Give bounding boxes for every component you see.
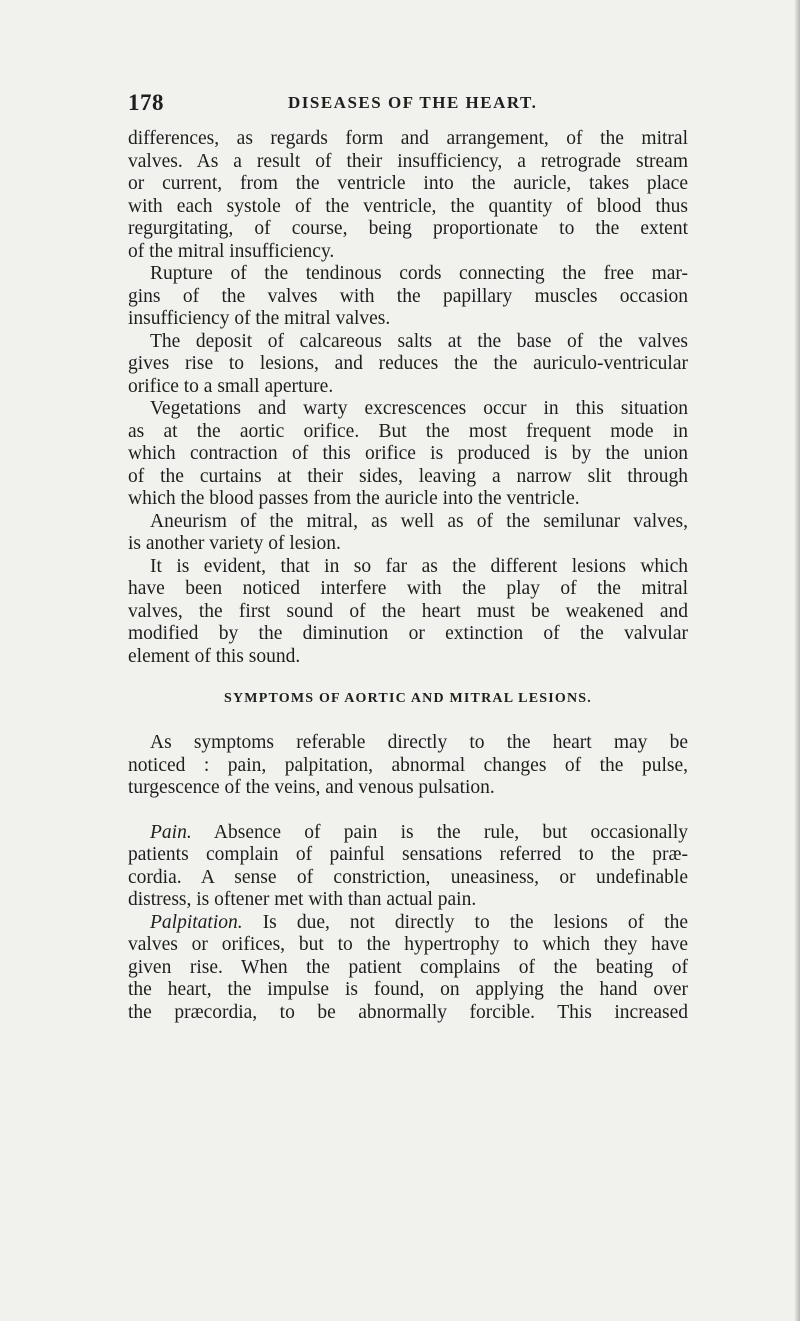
text-line: distress, is oftener met with than actual pain. (128, 889, 477, 910)
text-line: have been noticed interfere with the play of the mitral (128, 578, 688, 599)
text-line: element of this sound. (128, 645, 301, 667)
text-line: the præcordia, to be abnormally forcible. This increased (128, 1001, 688, 1023)
text-line: of the mitral insufficiency. (128, 240, 335, 262)
text-line: which contraction of this orifice is produced is by the union (128, 443, 688, 464)
text-line: Vegetations and warty excrescences occur in this situation (150, 398, 688, 419)
text-line: gives rise to lesions, and reduces the the auriculo-ventricular (128, 353, 688, 374)
text-line (128, 822, 688, 845)
text-line: differences, as regards form and arrangement, of the mitral (128, 128, 688, 149)
text-fragment: Is due, not directly to the lesions of the (262, 911, 688, 933)
text-line: cordia. A sense of constriction, uneasiness, or undefinable (128, 866, 688, 888)
paragraph-gap (128, 800, 688, 822)
text-line: modified by the diminution or extinction of the valvular (128, 623, 688, 644)
paragraph-aneurism (128, 511, 688, 556)
text-line: noticed : pain, palpitation, abnormal changes of the pulse, (128, 754, 688, 776)
text-line: of the curtains at their sides, leaving a narrow slit through (128, 465, 688, 487)
text-line: valves or orifices, but to the hypertrophy to which they have (128, 934, 688, 955)
text-line: valves, the first sound of the heart must be weakened and (128, 600, 688, 622)
text-line: regurgitating, of course, being proportionate to the extent (128, 218, 688, 239)
running-title: DISEASES OF THE HEART. (288, 93, 538, 112)
text-line (128, 912, 688, 935)
text-line: as at the aortic orifice. But the most frequent mode in (128, 420, 688, 442)
running-head (128, 90, 688, 120)
text-fragment: Absence of pain is the rule, but occasionally (213, 821, 688, 843)
text-line: or current, from the ventricle into the auricle, takes place (128, 173, 688, 194)
paragraph-rupture (128, 263, 688, 331)
paragraph-vegetations (128, 398, 688, 511)
page-number: 178 (128, 90, 164, 115)
paragraph-first-sound (128, 556, 688, 669)
text-line: The deposit of calcareous salts at the base of the valves (150, 330, 688, 352)
text-line: patients complain of painful sensations referred to the præ- (128, 844, 688, 865)
text-line: which the blood passes from the auricle into the ventricle. (128, 488, 580, 509)
text-line: Aneurism of the mitral, as well as of the semilunar valves, (150, 510, 688, 532)
body-text (128, 128, 688, 1024)
text-line: insufficiency of the mitral valves. (128, 308, 391, 329)
text-line: gins of the valves with the papillary muscles occasion (128, 285, 688, 307)
text-line: given rise. When the patient complains of the beating of (128, 956, 688, 978)
text-line: Rupture of the tendinous cords connecting the free mar- (150, 263, 688, 284)
term-pain: Pain. (150, 821, 192, 843)
paragraph-palpitation (128, 912, 688, 1025)
text-line: As symptoms referable directly to the heart may be (150, 732, 688, 753)
paragraph-calcareous (128, 331, 688, 399)
text-line: the heart, the impulse is found, on applying the hand over (128, 979, 688, 1000)
text-line: orifice to a small aperture. (128, 375, 334, 397)
page-edge-shadow (794, 0, 800, 1321)
paragraph-mitral-insufficiency (128, 128, 688, 263)
paragraph-symptoms-intro (128, 732, 688, 800)
term-palpitation: Palpitation. (150, 911, 243, 933)
section-heading: SYMPTOMS OF AORTIC AND MITRAL LESIONS. (224, 691, 592, 706)
paragraph-pain (128, 822, 688, 912)
text-line: with each systole of the ventricle, the quantity of blood thus (128, 195, 688, 217)
text-line: turgescence of the veins, and venous pulsation. (128, 777, 495, 798)
text-line: valves. As a result of their insufficiency, a retrograde stream (128, 150, 688, 172)
text-line: It is evident, that in so far as the different lesions which (150, 555, 688, 577)
text-line: is another variety of lesion. (128, 533, 341, 554)
